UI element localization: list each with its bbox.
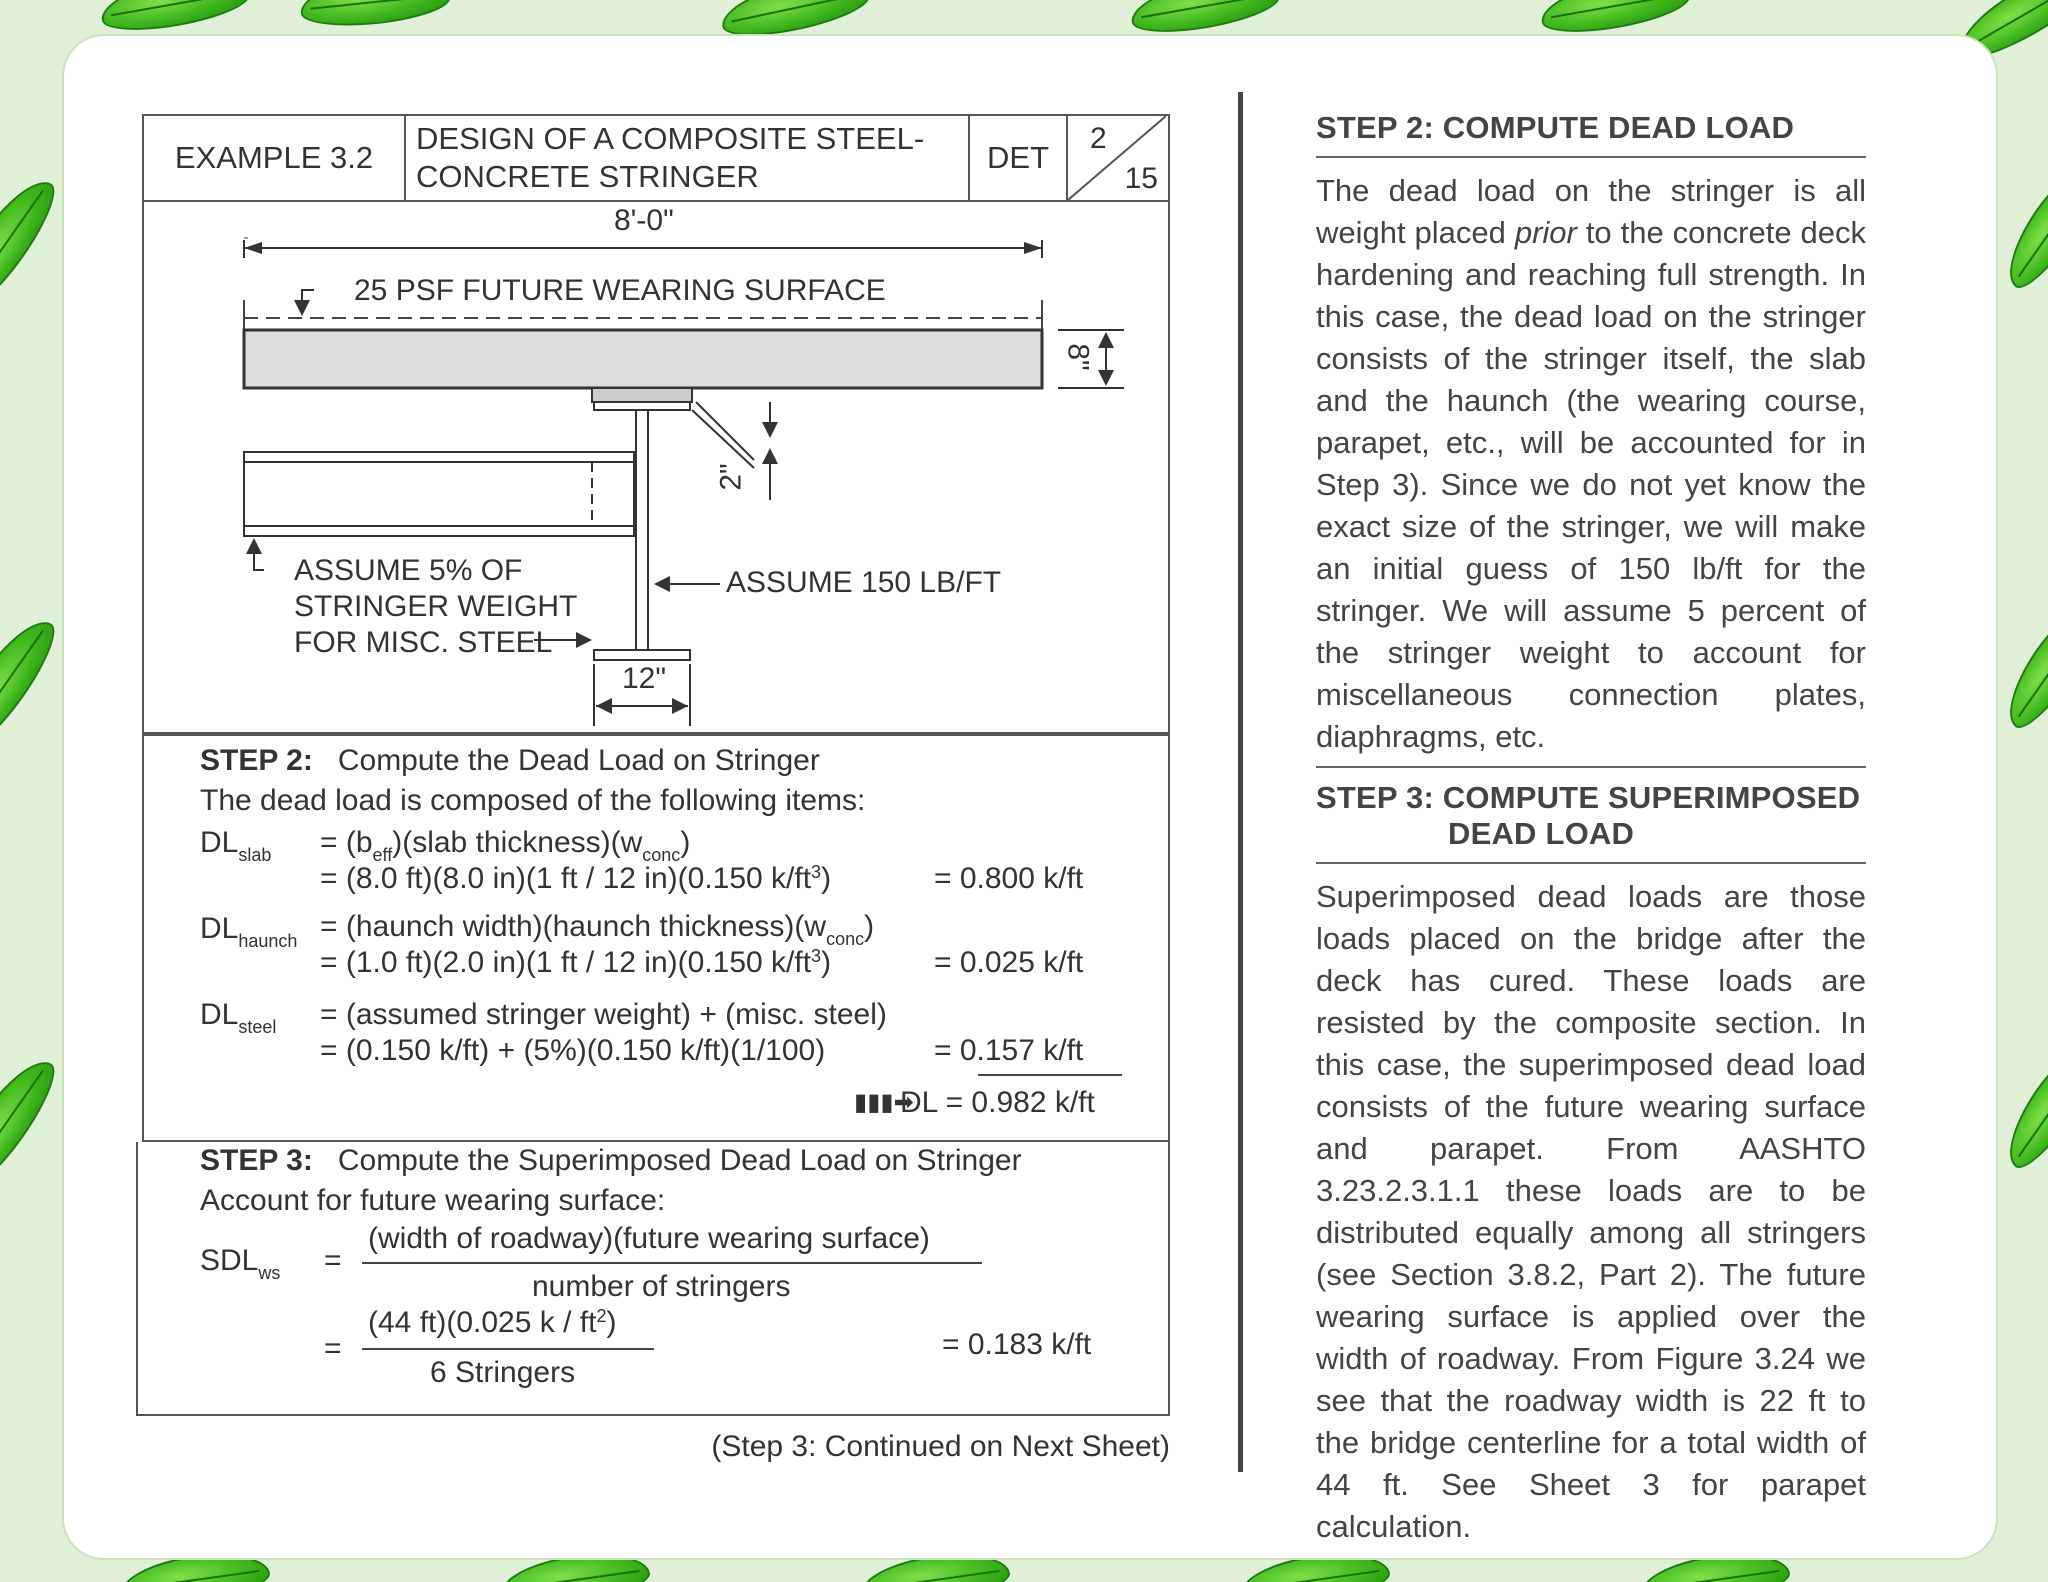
leaf-decoration (0, 1048, 67, 1197)
sheet-number (1068, 116, 1168, 200)
commentary-column (1316, 110, 1866, 1548)
fraction-rule-2 (362, 1348, 654, 1350)
leaf-decoration (1993, 1028, 2048, 1177)
step3-commentary-heading: STEP 3: COMPUTE SUPERIMPOSED DEAD LOAD (1316, 780, 1861, 851)
dl-steel-symbol: $DL_{steel}$ (200, 998, 277, 1037)
leaf-decoration (298, 0, 452, 32)
title-line-1: DESIGN OF A COMPOSITE STEEL- (416, 121, 925, 156)
sdl-numerator-values: (44 ft)(0.025 k / $ft^2$) (368, 1306, 617, 1339)
dl-slab-value: = 0.800 k/ft (934, 862, 1084, 895)
step3-heading: Compute the Superimposed Dead Load on Stringer (337, 1144, 1022, 1177)
stringer-weight-label: ASSUME 150 LB/FT (726, 566, 1002, 599)
misc-steel-line-1: ASSUME 5% OF (294, 554, 523, 587)
slab-dimension: 8" (1061, 343, 1095, 371)
figure-box (142, 200, 1170, 734)
misc-steel-line-3: FOR MISC. STEEL (294, 626, 553, 659)
step3-commentary-text: Superimposed dead loads are those loads placed on the bridge after the deck has cured. These loads are resisted by the composite section. In this case, the superimposed dead load consists of the future wearing surface and parapet. From AASHTO 3.23.2.3.1.1 these loads are to be distributed equally among all stringers (see Section 3.8.2, Part 2). The future wearing surface is applied over the width of roadway. From Figure 3.24 we see that the roadway width is 22 ft to the bridge centerline for a total width of 44 ft. See Sheet 3 for parapet calculation. (1316, 879, 1866, 1544)
example-number: EXAMPLE 3.2 (144, 116, 406, 200)
dl-steel-formula: = (assumed stringer weight) + (misc. steel) (320, 998, 887, 1031)
leaf-decoration (1127, 0, 1283, 41)
column-divider (1238, 92, 1243, 1472)
sheet-total: 15 (1124, 162, 1158, 195)
continued-note: (Step 3: Continued on Next Sheet) (711, 1430, 1170, 1463)
heading-rule (1316, 156, 1866, 158)
dl-steel-value: = 0.157 k/ft (934, 1034, 1084, 1067)
misc-steel-line-2: STRINGER WEIGHT (294, 590, 578, 623)
step2-calculations (142, 734, 1170, 1142)
step2-intro: The dead load is composed of the following items: (200, 784, 866, 817)
title-line-2: CONCRETE STRINGER (416, 159, 759, 194)
step3-label: STEP 3: (200, 1144, 313, 1177)
sum-rule (978, 1074, 1122, 1076)
fws-label: 25 PSF FUTURE WEARING SURFACE (354, 274, 886, 307)
width-dimension: 8'-0" (614, 204, 674, 237)
section-rule (1316, 766, 1866, 768)
fraction-rule-1 (362, 1262, 982, 1264)
step2-title (200, 744, 820, 778)
leaf-decoration (0, 168, 67, 317)
sheet-header (142, 114, 1170, 202)
haunch-dimension: 2" (714, 463, 748, 491)
sdl-equals-2: = (324, 1332, 342, 1365)
sdl-denominator: number of stringers (532, 1270, 791, 1303)
step2-label: STEP 2: (200, 744, 313, 777)
step2-commentary-heading: STEP 2: COMPUTE DEAD LOAD (1316, 110, 1795, 145)
leaf-decoration (97, 0, 253, 39)
dl-slab-symbol: $DL_{slab}$ (200, 826, 272, 865)
step2-commentary-text: The dead load on the stringer is all weight placed prior to the concrete deck hardening and reaching full strength. In this case, the dead load on the stringer consists of the stringer itself, the slab and the haunch (the wearing course, parapet, etc., will be accounted for in Step 3). Since we do not yet know the exact size of the stringer, we will make an initial guess of 150 lb/ft for the stringer. We will assume 5 percent of the stringer weight to account for miscellaneous connection plates, diaphragms, etc. (1316, 173, 1866, 754)
dl-haunch-value: = 0.025 k/ft (934, 946, 1084, 979)
sdl-denominator-values: 6 Stringers (430, 1356, 576, 1389)
sheet-title (406, 116, 970, 200)
dl-haunch-symbol: $DL_{haunch}$ (200, 912, 298, 951)
sdl-numerator: (width of roadway)(future wearing surface) (368, 1222, 930, 1255)
leaf-decoration (1993, 148, 2048, 297)
dl-haunch-formula: = (haunch width)(haunch $thickness)(w_{conc})$ (320, 910, 875, 949)
sdl-equals: = (324, 1244, 342, 1277)
sdl-value: = 0.183 k/ft (942, 1328, 1092, 1361)
dl-slab-formula: = $(b_{eff})(slab$ $thickness)(w_{conc})$ (320, 826, 691, 865)
step2-heading: Compute the Dead Load on Stringer (337, 744, 820, 777)
sheet-current: 2 (1090, 122, 1107, 155)
step3-title (200, 1144, 1022, 1178)
det-label: DET (970, 116, 1068, 200)
arrow-icon: ▮▮▮➡ (854, 1089, 914, 1116)
dl-total: DL = 0.982 k/ft (900, 1086, 1095, 1119)
flange-dimension: 12" (622, 662, 667, 695)
leaf-decoration (1993, 588, 2048, 737)
sdl-symbol: $SDL_{ws}$ (200, 1244, 281, 1283)
step3-intro: Account for future wearing surface: (200, 1184, 666, 1217)
heading-rule (1316, 862, 1866, 864)
leaf-decoration (1537, 0, 1693, 41)
dl-slab-numbers: = (8.0 ft)(8.0 in)(1 ft / 12 in)(0.150 $k/ft^3$) (320, 862, 832, 895)
dl-haunch-numbers: = (1.0 ft)(2.0 in)(1 ft / 12 in)(0.150 $k/ft^3$) (320, 946, 832, 979)
leaf-decoration (0, 608, 67, 757)
step3-calculations (136, 1142, 1170, 1416)
dl-steel-numbers: = (0.150 k/ft) + (5%)(0.150 k/ft)(1/100) (320, 1034, 826, 1067)
